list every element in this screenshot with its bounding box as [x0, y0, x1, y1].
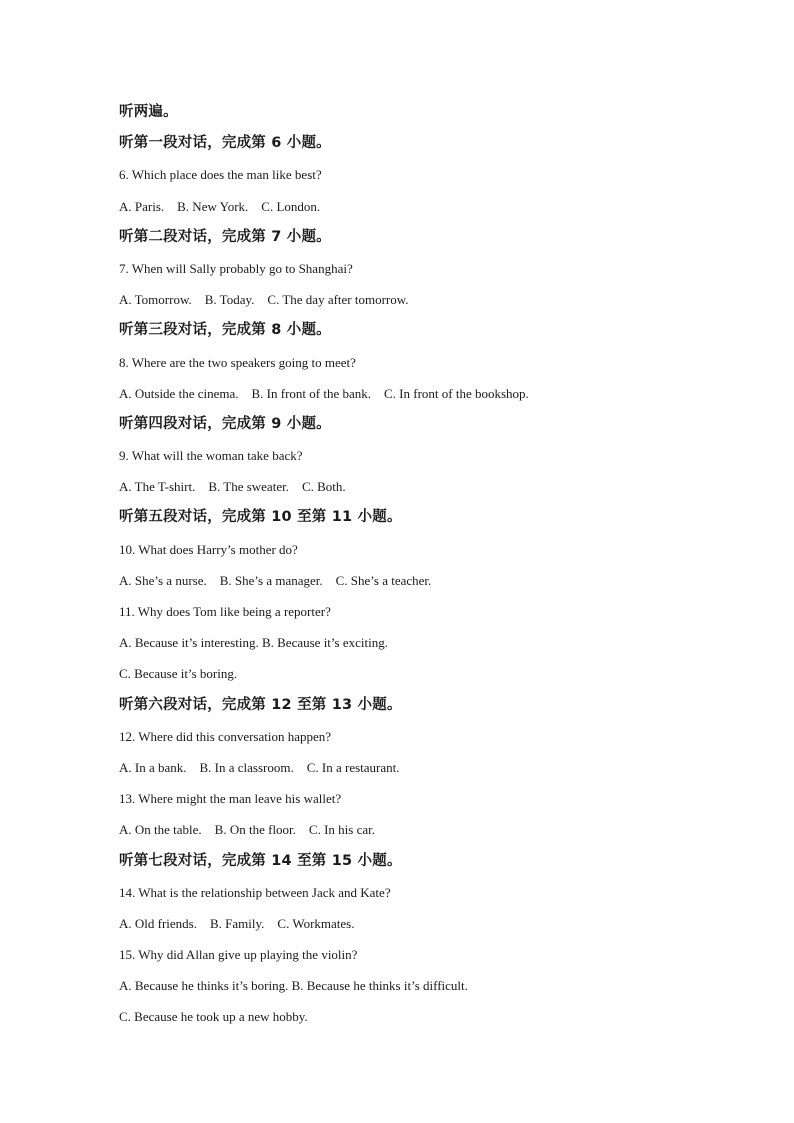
question-6: 6. Which place does the man like best?	[119, 167, 322, 183]
options-11-c: C. Because it’s boring.	[119, 666, 238, 682]
question-11: 11. Why does Tom like being a reporter?	[119, 604, 331, 619]
question-12: 12. Where did this conversation happen?	[119, 728, 332, 744]
options-6: A. Paris. B. New York. C. London.	[119, 198, 321, 214]
options-14: A. Old friends. B. Family. C. Workmates.	[119, 915, 355, 931]
question-14: 14. What is the relationship between Jack and Kate?	[119, 884, 391, 900]
options-15-ab: A. Because he thinks it’s boring. B. Because he thinks it’s difficult.	[119, 978, 468, 994]
question-7: 7. When will Sally probably go to Shanghai?	[119, 260, 353, 276]
options-15-c: C. Because he took up a new hobby.	[119, 1009, 308, 1025]
document-page	[119, 97, 719, 1033]
section-heading-6: 听第六段对话，完成第 12 至第 13 小题。	[119, 696, 402, 713]
section-heading-7: 听第七段对话，完成第 14 至第 15 小题。	[119, 852, 402, 869]
options-12: A. In a bank. B. In a classroom. C. In a restaurant.	[119, 759, 400, 775]
options-11-ab: A. Because it’s interesting. B. Because it’s exciting.	[119, 635, 388, 651]
section-heading-3: 听第三段对话，完成第 8 小题。	[119, 322, 331, 339]
section-heading-4: 听第四段对话，完成第 9 小题。	[119, 415, 331, 432]
question-13: 13. Where might the man leave his wallet?	[119, 791, 342, 807]
question-8: 8. Where are the two speakers going to meet?	[119, 354, 356, 370]
section-heading-5: 听第五段对话，完成第 10 至第 11 小题。	[119, 509, 402, 526]
options-13: A. On the table. B. On the floor. C. In his car.	[119, 822, 375, 838]
options-10: A. She’s a nurse. B. She’s a manager. C. She’s a teacher.	[119, 572, 432, 588]
options-7: A. Tomorrow. B. Today. C. The day after tomorrow.	[119, 292, 409, 308]
question-10: 10. What does Harry’s mother do?	[119, 541, 298, 557]
section-heading-2: 听第二段对话，完成第 7 小题。	[119, 228, 331, 245]
options-9: A. The T-shirt. B. The sweater. C. Both.	[119, 479, 346, 495]
section-heading-1: 听第一段对话，完成第 6 小题。	[119, 135, 331, 152]
question-9: 9. What will the woman take back?	[119, 448, 303, 464]
instruction-listen-twice: 听两遍。	[119, 104, 178, 120]
question-15: 15. Why did Allan give up playing the violin?	[119, 947, 358, 963]
options-8: A. Outside the cinema. B. In front of the bank. C. In front of the bookshop.	[119, 385, 529, 401]
